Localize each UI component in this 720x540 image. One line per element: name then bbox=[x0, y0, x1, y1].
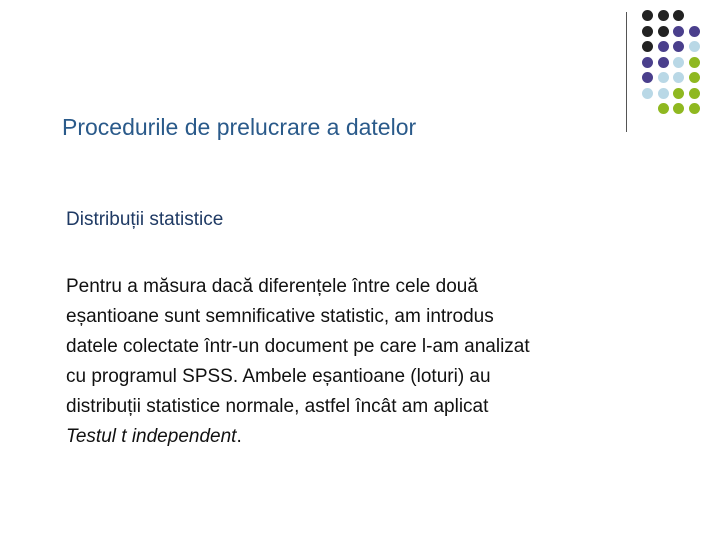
decorative-dot bbox=[658, 103, 669, 114]
decorative-dot bbox=[689, 57, 700, 68]
decorative-dot bbox=[689, 26, 700, 37]
body-line: eșantioane sunt semnificative statistic, am introdus bbox=[66, 306, 494, 327]
decorative-dot bbox=[673, 88, 684, 99]
decorative-dot bbox=[658, 26, 669, 37]
decorative-dot bbox=[658, 10, 669, 21]
decorative-dot bbox=[642, 41, 653, 52]
slide-title: Procedurile de prelucrare a datelor bbox=[62, 114, 417, 140]
body-line-last bbox=[66, 422, 666, 452]
decorative-dot bbox=[673, 26, 684, 37]
body-end-punctuation: . bbox=[236, 426, 242, 447]
decorative-dot bbox=[689, 41, 700, 52]
decorative-dot bbox=[673, 72, 684, 83]
decorative-dot bbox=[642, 57, 653, 68]
decorative-dot bbox=[642, 10, 653, 21]
decorative-dot bbox=[658, 57, 669, 68]
decorative-dot bbox=[689, 72, 700, 83]
decorative-dot bbox=[658, 88, 669, 99]
body-line: cu programul SPSS. Ambele eșantioane (loturi) au bbox=[66, 366, 491, 387]
body-line: distribuții statistice normale, astfel încât am aplicat bbox=[66, 396, 489, 417]
decorative-dot bbox=[673, 41, 684, 52]
decorative-dot bbox=[658, 72, 669, 83]
decorative-dot bbox=[642, 26, 653, 37]
decorative-dot bbox=[658, 41, 669, 52]
decorative-dot bbox=[673, 57, 684, 68]
decorative-dot bbox=[642, 72, 653, 83]
decorative-dot bbox=[689, 88, 700, 99]
slide-subtitle: Distribuții statistice bbox=[66, 209, 224, 230]
decorative-dot bbox=[689, 103, 700, 114]
vertical-divider bbox=[626, 12, 627, 132]
body-line: Pentru a măsura dacă diferențele între cele două bbox=[66, 276, 478, 297]
decorative-dot-grid bbox=[642, 10, 714, 118]
decorative-dot bbox=[673, 10, 684, 21]
body-paragraph bbox=[66, 272, 666, 452]
body-line: datele colectate într-un document pe care l-am analizat bbox=[66, 336, 530, 357]
decorative-dot bbox=[673, 103, 684, 114]
body-italic-term: Testul t independent bbox=[66, 426, 237, 447]
decorative-dot bbox=[642, 88, 653, 99]
